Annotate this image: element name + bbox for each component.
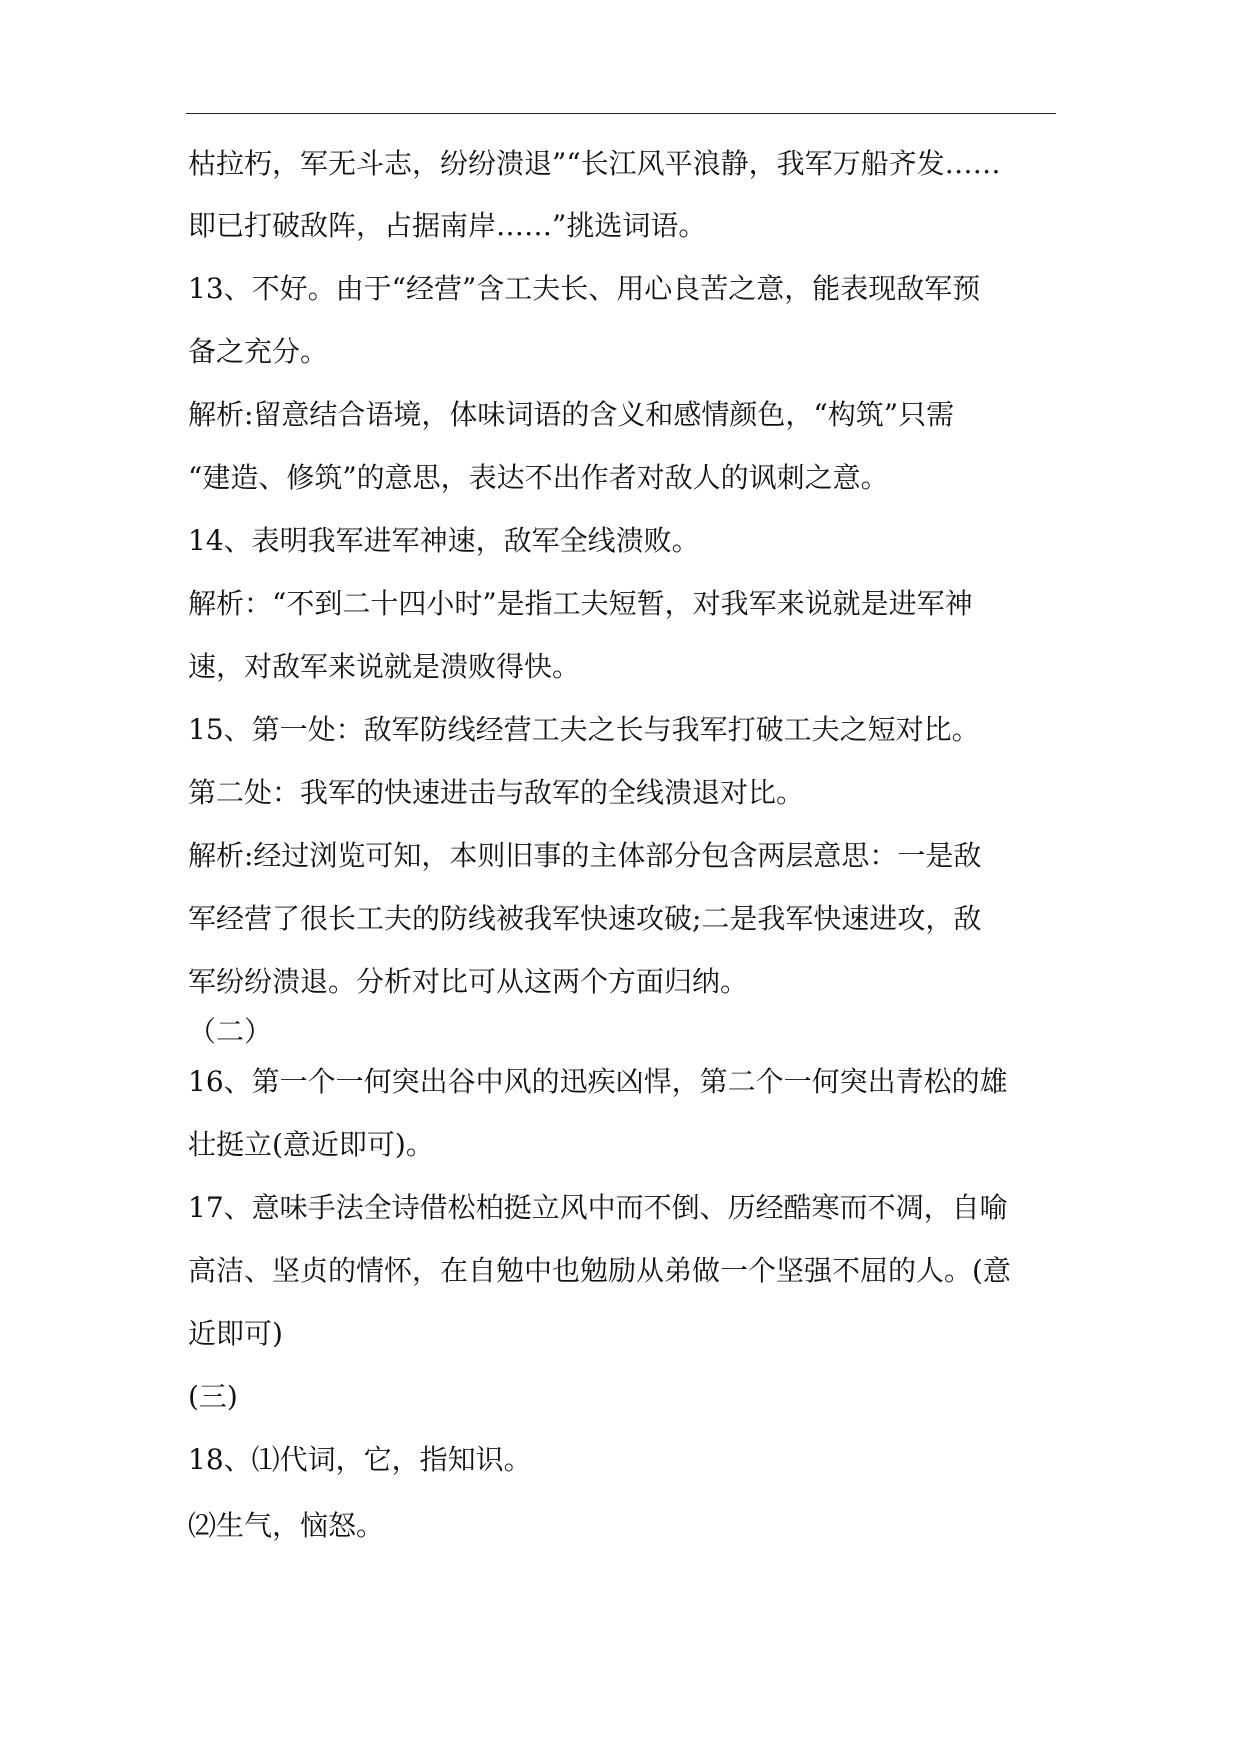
text-line: 解析:经过浏览可知，本则旧事的主体部分包含两层意思：一是敌 xyxy=(188,839,982,872)
text-line: 备之充分。 xyxy=(188,335,329,368)
text-line: 15、第一处：敌军防线经营工夫之长与我军打破工夫之短对比。 xyxy=(188,713,980,746)
header-rule xyxy=(186,113,1056,114)
text-line: 军纷纷溃退。分析对比可从这两个方面归纳。 xyxy=(188,965,749,998)
text-line: 18、⑴代词，它，指知识。 xyxy=(188,1443,532,1476)
text-line: 枯拉朽，军无斗志，纷纷溃退”“长江风平浪静，我军万船齐发…… xyxy=(188,147,1001,180)
section-heading: (三) xyxy=(188,1380,238,1413)
section-heading: （二） xyxy=(188,1015,273,1048)
text-line: 近即可) xyxy=(188,1317,283,1350)
text-line: 壮挺立(意近即可)。 xyxy=(188,1128,434,1161)
text-line: 解析：“不到二十四小时”是指工夫短暂，对我军来说就是进军神 xyxy=(188,587,973,620)
text-line: 14、表明我军进军神速，敌军全线溃败。 xyxy=(188,524,700,557)
text-line: 军经营了很长工夫的防线被我军快速攻破;二是我军快速进攻，敌 xyxy=(188,902,982,935)
text-line: 即已打破敌阵，占据南岸……”挑选词语。 xyxy=(188,209,707,242)
text-line: 16、第一个一何突出谷中风的迅疾凶悍，第二个一何突出青松的雄 xyxy=(188,1065,1008,1098)
text-line: 解析:留意结合语境，体味词语的含义和感情颜色，“构筑”只需 xyxy=(188,398,955,431)
text-line: 高洁、坚贞的情怀，在自勉中也勉励从弟做一个坚强不屈的人。(意 xyxy=(188,1254,1011,1287)
text-line: “建造、修筑”的意思，表达不出作者对敌人的讽刺之意。 xyxy=(188,461,889,494)
text-line: 13、不好。由于“经营”含工夫长、用心良苦之意，能表现敌军预 xyxy=(188,272,981,305)
text-line: 速，对敌军来说就是溃败得快。 xyxy=(188,650,581,683)
text-line: 17、意味手法全诗借松柏挺立风中而不倒、历经酷寒而不凋，自喻 xyxy=(188,1191,1008,1224)
text-line: ⑵生气，恼怒。 xyxy=(188,1509,385,1542)
text-line: 第二处：我军的快速进击与敌军的全线溃退对比。 xyxy=(188,776,805,809)
